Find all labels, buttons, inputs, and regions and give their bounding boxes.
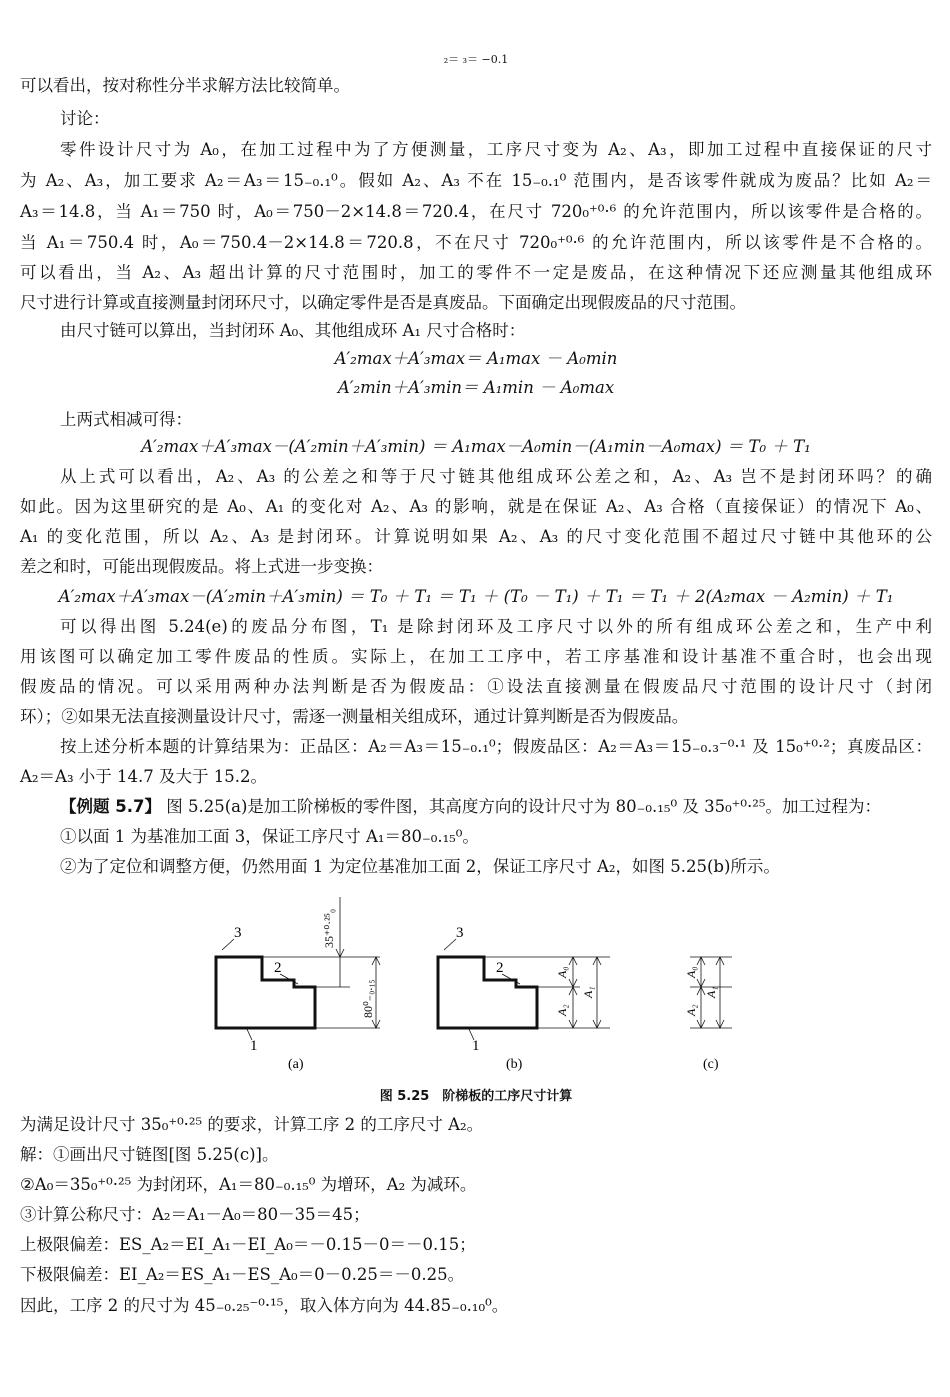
after-line-1: 为满足设计尺寸 35₀⁺⁰·²⁵ 的要求，计算工序 2 的工序尺寸 A₂。: [20, 1115, 484, 1134]
A2-c: A₂: [684, 1004, 698, 1016]
A1-c: A₁: [704, 986, 718, 998]
equation-1: A′₂max＋A′₃max＝ A₁max － A₀min: [334, 349, 618, 368]
example-heading: [60, 797, 932, 817]
A1-b: A₁: [581, 986, 595, 998]
dim-35: 35⁺⁰·²⁵₀: [322, 908, 336, 948]
label-1-b: 1: [472, 1038, 480, 1054]
para-a-line-5: 可以看出，当 A₂、A₃ 超出计算的尺寸范围时，加工的零件不一定是废品，在这种情况下还应测量其他组成环: [20, 263, 932, 282]
label-3-b: 3: [456, 925, 464, 941]
para-d-line-3: A₁ 的变化范围，所以 A₂、A₃ 是封闭环。计算说明如果 A₂、A₃ 的尺寸变化范围不超过尺寸链中其他环的公: [20, 527, 932, 546]
after-line-5: 上极限偏差：ES_A₂＝EI_A₁－EI_A₀＝－0.15－0＝－0.15；: [20, 1235, 476, 1254]
caption-a: (a): [288, 1057, 304, 1072]
after-line-6: 下极限偏差：EI_A₂＝ES_A₁－ES_A₀＝0－0.25＝－0.25。: [20, 1265, 465, 1284]
para-a-line-3: A₃＝14.8，当 A₁＝750 时，A₀＝750－2×14.8＝720.4，在尺寸 720₀⁺⁰·⁶ 的允许范围内，所以该零件是合格的。: [20, 202, 932, 221]
para-a-line-4: 当 A₁＝750.4 时，A₀＝750.4－2×14.8＝720.8，不在尺寸 720₀⁺⁰·⁶ 的允许范围内，所以该零件是不合格的。: [20, 233, 932, 252]
after-line-2: 解：①画出尺寸链图[图 5.25(c)]。: [20, 1145, 279, 1164]
A0-b: A₀: [555, 966, 569, 978]
step-2: ②为了定位和调整方便，仍然用面 1 为定位基准加工面 2，保证工序尺寸 A₂，如图 5.25(b)所示。: [60, 857, 780, 876]
para-a-line-1: 零件设计尺寸为 A₀，在加工过程中为了方便测量，工序尺寸变为 A₂、A₃，即加工过程中直接保证的尺寸: [60, 140, 932, 159]
para-e-line-2: 用该图可以确定加工零件废品的性质。实际上，在加工工序中，若工序基准和设计基准不重合时，也会出现: [20, 647, 932, 666]
dim-80: 80⁰₋₀.₁₅: [361, 979, 375, 1018]
para-d-line-1: 从上式可以看出，A₂、A₃ 的公差之和等于尺寸链其他组成环公差之和，A₂、A₃ 岂不是封闭环吗？的确: [60, 467, 932, 486]
para-a-line-6: 尺寸进行计算或直接测量封闭环尺寸，以确定零件是否是真废品。下面确定出现假废品的尺寸范围。: [20, 293, 746, 312]
after-line-3: ②A₀＝35₀⁺⁰·²⁵ 为封闭环，A₁＝80₋₀.₁₅⁰ 为增环，A₂ 为减环。: [20, 1175, 477, 1194]
equation-2: A′₂min＋A′₃min＝ A₁min － A₀max: [337, 378, 615, 397]
step-1: ①以面 1 为基准加工面 3，保证工序尺寸 A₁＝80₋₀.₁₅⁰。: [60, 827, 479, 846]
para-e-line-1: 可以得出图 5.24(e)的废品分布图，T₁ 是除封闭环及工序尺寸以外的所有组成环公差之和，生产中利: [60, 617, 932, 636]
para-e-line-3: 假废品的情况。可以采用两种办法判断是否为假废品：①设法直接测量在假废品尺寸范围的设计尺寸（封闭: [20, 677, 932, 696]
label-2-a: 2: [274, 960, 282, 976]
part-outline-a: [216, 957, 315, 1028]
label-1-a: 1: [250, 1038, 258, 1054]
example-label: 【例题 5.7】: [60, 797, 161, 816]
A0-c: A₀: [684, 966, 698, 978]
after-line-4: ③计算公称尺寸：A₂＝A₁－A₀＝80－35＝45；: [20, 1205, 370, 1224]
para-b: 由尺寸链可以算出，当封闭环 A₀、其他组成环 A₁ 尺寸合格时：: [60, 321, 526, 340]
figure-a: [216, 897, 380, 1040]
A2-b: A₂: [555, 1004, 569, 1016]
para-d-line-4: 差之和时，可能出现假废品。将上式进一步变换：: [20, 557, 383, 576]
para-c: 上两式相减可得：: [60, 410, 192, 429]
top-fragment: ₂＝ ₃＝ −0.1: [443, 53, 509, 66]
example-text: 图 5.25(a)是加工阶梯板的零件图，其高度方向的设计尺寸为 80₋₀.₁₅⁰ 及 35₀⁺⁰·²⁵。加工过程为：: [166, 797, 881, 816]
para-e-line-4: 环）；②如果无法直接测量设计尺寸，需逐一测量相关组成环，通过计算判断是否为假废品。: [20, 707, 689, 726]
caption-c: (c): [703, 1057, 719, 1072]
equation-4: A′₂max＋A′₃max－(A′₂min＋A′₃min) ＝ T₀ ＋ T₁ ＝ T₁ ＋ (T₀ － T₁) ＋ T₁ ＝ T₁ ＋ 2(A₂max － A₂min) ＋ T₁: [58, 587, 894, 606]
para-f-line-2: A₂＝A₃ 小于 14.7 及大于 15.2。: [20, 767, 268, 786]
paragraph-1: 可以看出，按对称性分半求解方法比较简单。: [20, 76, 350, 95]
para-d-line-2: 如此。因为这里研究的是 A₀、A₁ 的变化对 A₂、A₃ 的影响，就是在保证 A₂、A₃ 合格（直接保证）的情况下 A₀、: [20, 497, 932, 516]
discussion-title: 讨论：: [60, 109, 110, 128]
equation-3: A′₂max＋A′₃max－(A′₂min＋A′₃min) ＝ A₁max－A₀min－(A₁min－A₀max) ＝ T₀ ＋ T₁: [141, 437, 811, 456]
label-2-b: 2: [496, 960, 504, 976]
figure-5-25: [20, 892, 932, 1082]
after-line-7: 因此，工序 2 的尺寸为 45₋₀.₂₅⁻⁰·¹⁵，取入体方向为 44.85₋₀.₁₀⁰。: [20, 1296, 509, 1315]
label-3-a: 3: [234, 925, 242, 941]
part-outline-b: [438, 957, 537, 1028]
para-f-line-1: 按上述分析本题的计算结果为：正品区：A₂＝A₃＝15₋₀.₁⁰；假废品区：A₂＝A₃＝15₋₀.₃⁻⁰·¹ 及 15₀⁺⁰·²；真废品区：: [60, 737, 932, 756]
caption-b: (b): [506, 1057, 523, 1072]
para-a-line-2: 为 A₂、A₃，加工要求 A₂＝A₃＝15₋₀.₁⁰。假如 A₂、A₃ 不在 15₋₀.₁⁰ 范围内，是否该零件就成为废品？比如 A₂＝: [20, 171, 932, 190]
figure-caption: 图 5.25 阶梯板的工序尺寸计算: [379, 1089, 573, 1104]
